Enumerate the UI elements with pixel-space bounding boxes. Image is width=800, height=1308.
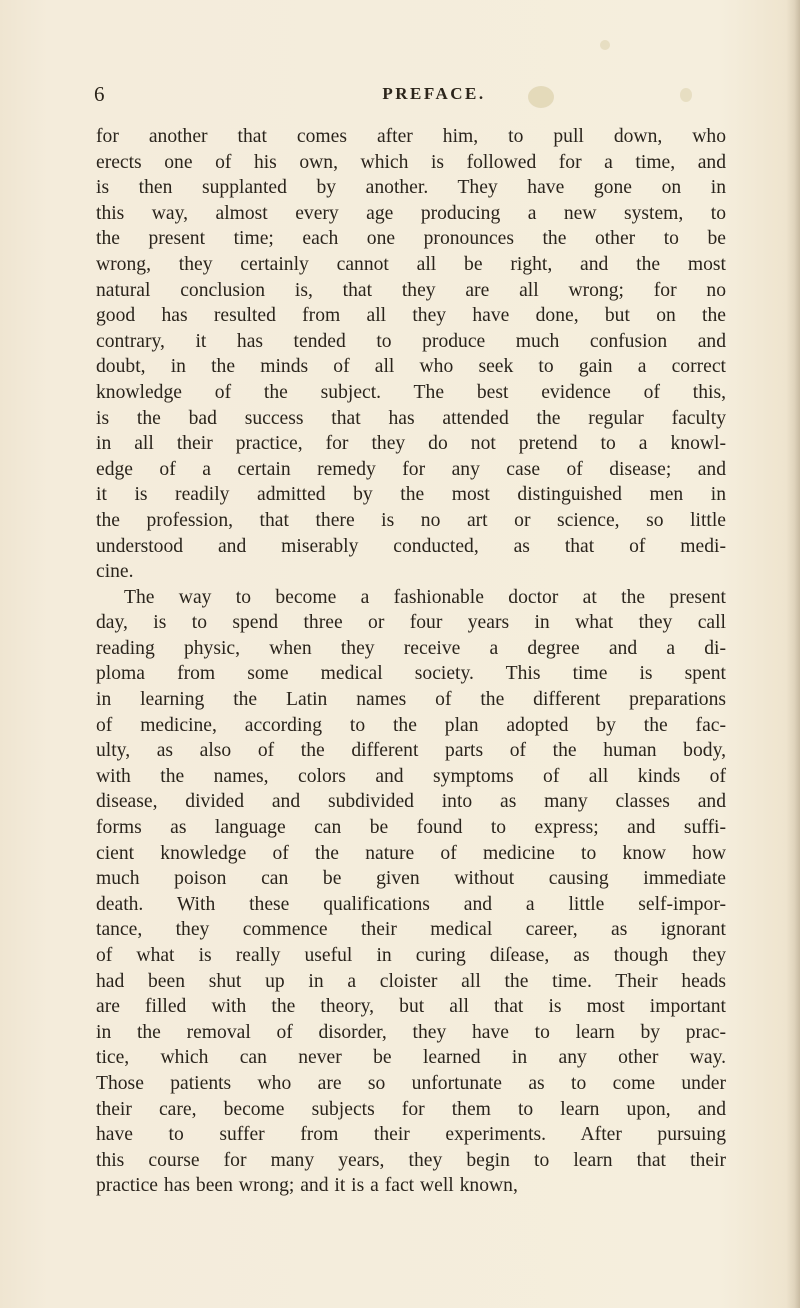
text-line: ulty, as also of the different parts of the human body, <box>96 740 726 762</box>
text-line: reading physic, when they receive a degree and a di- <box>96 637 726 659</box>
page-header <box>94 82 714 108</box>
page-number: 6 <box>94 82 106 106</box>
body-text <box>96 124 726 1199</box>
text-line: knowledge of the subject. The best evidence of this, <box>96 381 726 403</box>
text-line: death. With these qualifications and a little self-impor- <box>96 893 726 915</box>
text-line: natural conclusion is, that they are all wrong; for no <box>96 279 726 301</box>
text-line: cine. <box>96 561 134 583</box>
text-line: is then supplanted by another. They have gone on in <box>96 177 726 199</box>
text-line: with the names, colors and symptoms of all kinds of <box>96 765 726 787</box>
text-line: tice, which can never be learned in any other way. <box>96 1047 726 1069</box>
text-line: this way, almost every age producing a new system, to <box>96 202 726 224</box>
text-line: disease, divided and subdivided into as many classes and <box>96 791 726 813</box>
text-line: wrong, they certainly cannot all be right, and the most <box>96 253 726 275</box>
text-line: understood and miserably conducted, as that of medi- <box>96 535 726 557</box>
text-line: cient knowledge of the nature of medicine to know how <box>96 842 726 864</box>
page-edge-shadow <box>786 0 800 1308</box>
paper-stain <box>600 40 610 50</box>
text-line: it is readily admitted by the most distinguished men in <box>96 484 726 506</box>
text-line: of medicine, according to the plan adopted by the fac- <box>96 714 726 736</box>
paragraph <box>96 124 726 585</box>
text-line: erects one of his own, which is followed for a time, and <box>96 151 726 173</box>
text-line: good has resulted from all they have done, but on the <box>96 305 726 327</box>
text-line: forms as language can be found to express; and suffi- <box>96 817 726 839</box>
text-line: day, is to spend three or four years in what they call <box>96 612 726 634</box>
text-line: in all their practice, for they do not pretend to a knowl- <box>96 433 726 455</box>
text-line: contrary, it has tended to produce much confusion and <box>96 330 726 352</box>
running-head: PREFACE. <box>382 84 486 103</box>
text-line: Those patients who are so unfortunate as to come under <box>96 1072 726 1094</box>
text-line: much poison can be given without causing immediate <box>96 868 726 890</box>
text-line: edge of a certain remedy for any case of disease; and <box>96 458 726 480</box>
paragraph <box>96 585 726 1199</box>
text-line: practice has been wrong; and it is a fact well known, <box>96 1175 518 1197</box>
text-line: is the bad success that has attended the regular faculty <box>96 407 726 429</box>
text-line: their care, become subjects for them to learn upon, and <box>96 1098 726 1120</box>
text-line: have to suffer from their experiments. After pursuing <box>96 1124 726 1146</box>
text-line: doubt, in the minds of all who seek to gain a correct <box>96 356 726 378</box>
text-line: the profession, that there is no art or science, so little <box>96 509 726 531</box>
text-line: tance, they commence their medical career, as ignorant <box>96 919 726 941</box>
text-line: had been shut up in a cloister all the time. Their heads <box>96 970 726 992</box>
text-line: this course for many years, they begin to learn that their <box>96 1149 726 1171</box>
text-line: ploma from some medical society. This time is spent <box>96 663 726 685</box>
text-line: in learning the Latin names of the different preparations <box>96 689 726 711</box>
text-line: for another that comes after him, to pull down, who <box>96 126 726 147</box>
text-line: of what is really useful in curing diſease, as though they <box>96 945 726 966</box>
text-line: The way to become a fashionable doctor at the present <box>124 586 726 608</box>
text-line: the present time; each one pronounces the other to be <box>96 228 726 250</box>
text-line: are filled with the theory, but all that is most important <box>96 996 726 1018</box>
text-line: in the removal of disorder, they have to learn by prac- <box>96 1021 726 1043</box>
